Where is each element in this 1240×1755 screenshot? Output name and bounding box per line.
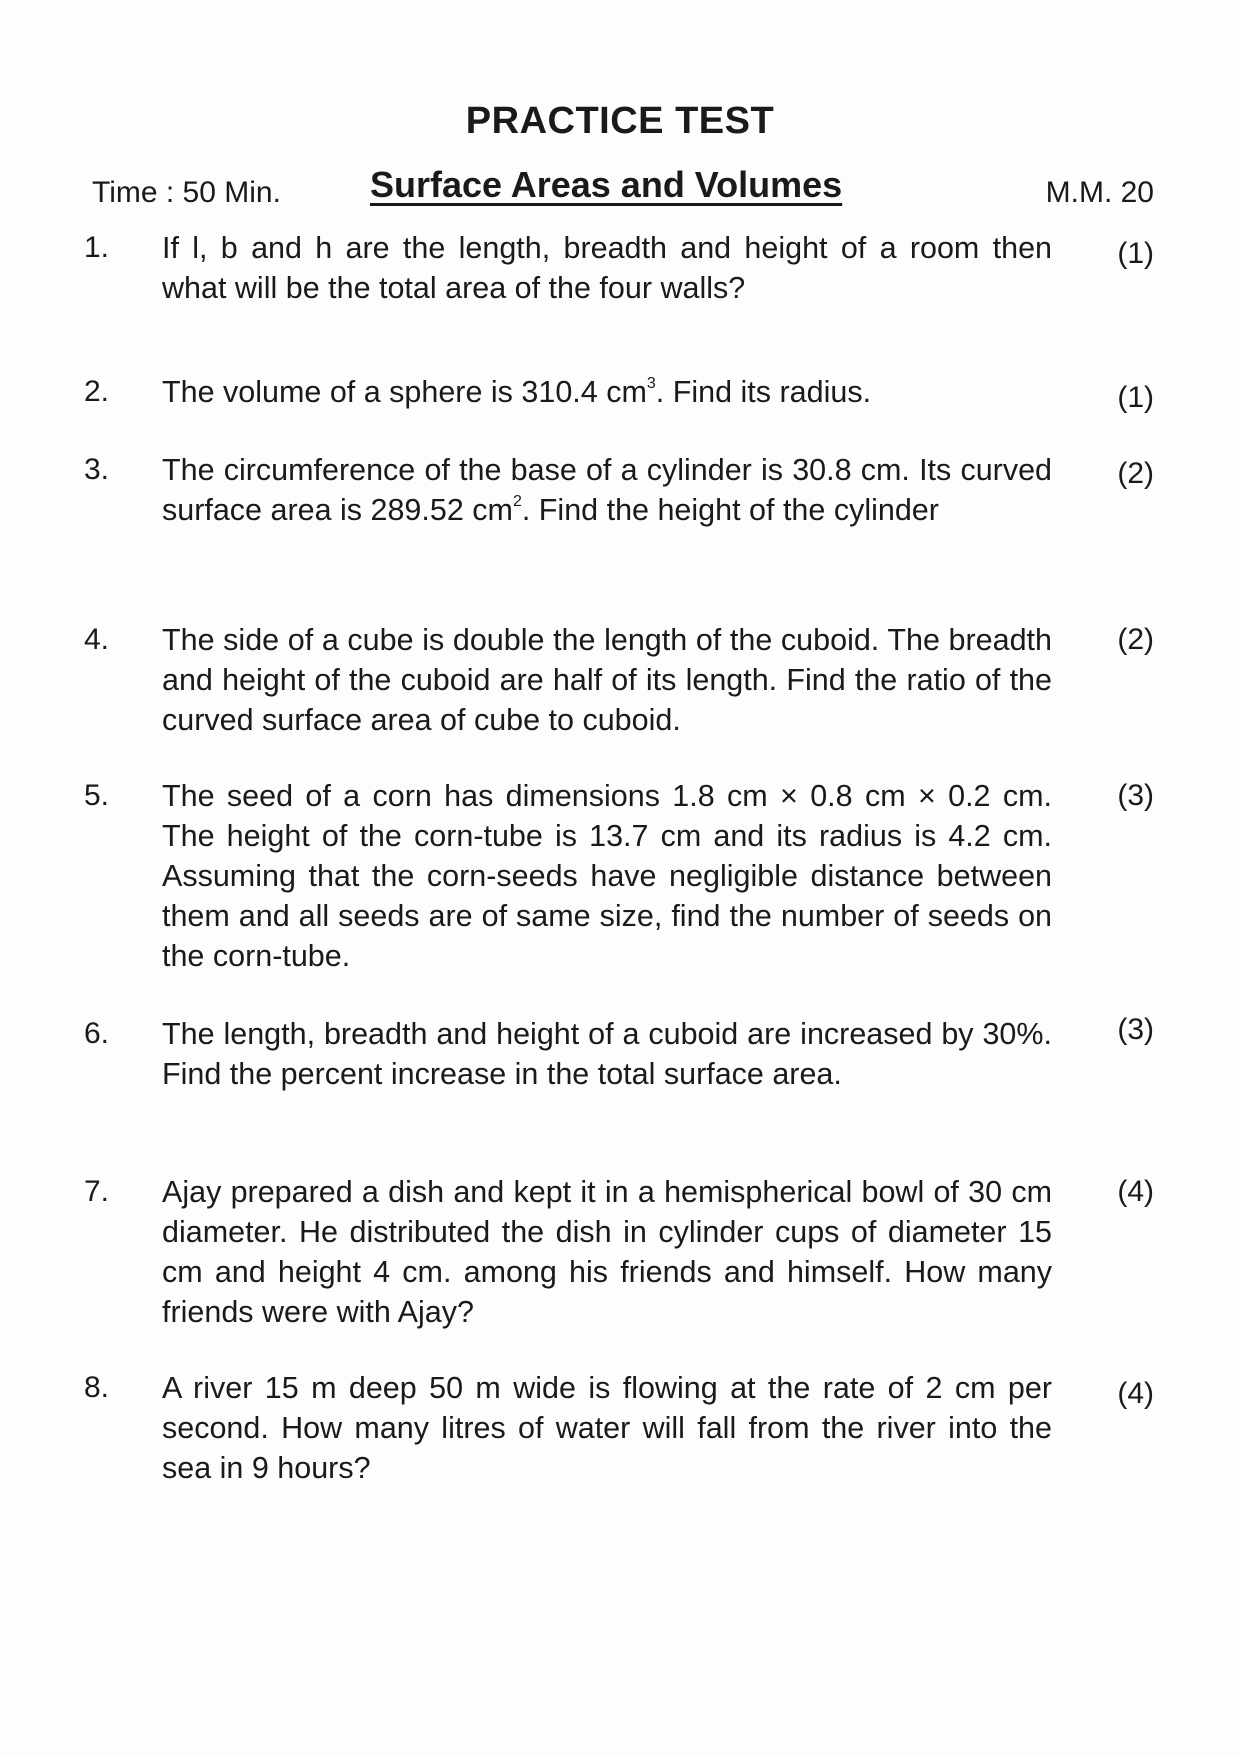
question-text-part: The circumference of the base of a cylinder is 30.8 cm. Its curved surface area is 289.52 cm	[162, 453, 1052, 527]
question-number: 5.	[84, 779, 110, 812]
subject-heading: Surface Areas and Volumes	[370, 164, 843, 205]
question-number: 1.	[84, 231, 110, 264]
question-marks: (1)	[1117, 381, 1154, 414]
question-marks: (2)	[1117, 623, 1154, 656]
question-text-part: . Find its radius.	[655, 375, 872, 409]
question-text	[162, 372, 1052, 412]
question-number: 3.	[84, 453, 110, 486]
time-allowed: Time : 50 Min.	[92, 176, 281, 209]
paper-meta	[0, 164, 1240, 214]
question-number: 7.	[84, 1175, 110, 1208]
question-text: Ajay prepared a dish and kept it in a hemispherical bowl of 30 cm diameter. He distributed the dish in cylinder cups of diameter 15 cm and height 4 cm. among his friends and himself. How many friends were with Ajay?	[162, 1175, 1052, 1329]
question-marks: (4)	[1117, 1377, 1154, 1410]
question-marks: (1)	[1117, 237, 1154, 270]
question-text: If l, b and h are the length, breadth and height of a room then what will be the total area of the four walls?	[162, 231, 1052, 305]
question-text: The seed of a corn has dimensions 1.8 cm × 0.8 cm × 0.2 cm. The height of the corn-tube is 13.7 cm and its radius is 4.2 cm. Assuming that the corn-seeds have negligible distance between them and all seeds are of same size, find the number of seeds on the corn-tube.	[162, 779, 1052, 973]
question-marks: (4)	[1117, 1175, 1154, 1208]
question-number: 6.	[84, 1017, 110, 1050]
superscript: 2	[512, 493, 522, 510]
question-text: The length, breadth and height of a cuboid are increased by 30%. Find the percent increase in the total surface area.	[162, 1017, 1052, 1091]
question-text: The side of a cube is double the length of the cuboid. The breadth and height of the cuboid are half of its length. Find the ratio of the curved surface area of cube to cuboid.	[162, 623, 1052, 737]
question-text-part: The volume of a sphere is 310.4 cm	[162, 375, 647, 409]
question-number: 2.	[84, 375, 110, 408]
question-marks: (2)	[1117, 457, 1154, 490]
question-text-part: . Find the height of the cylinder	[521, 493, 939, 527]
question-number: 8.	[84, 1371, 110, 1404]
question-marks: (3)	[1117, 1013, 1154, 1046]
question-text	[162, 450, 1052, 530]
question-number: 4.	[84, 623, 110, 656]
page-title: PRACTICE TEST	[465, 100, 775, 142]
superscript: 3	[646, 375, 656, 392]
question-text: A river 15 m deep 50 m wide is flowing at the rate of 2 cm per second. How many litres of water will fall from the river into the sea in 9 hours?	[162, 1371, 1052, 1485]
question-marks: (3)	[1117, 779, 1154, 812]
maximum-marks: M.M. 20	[1045, 176, 1154, 209]
